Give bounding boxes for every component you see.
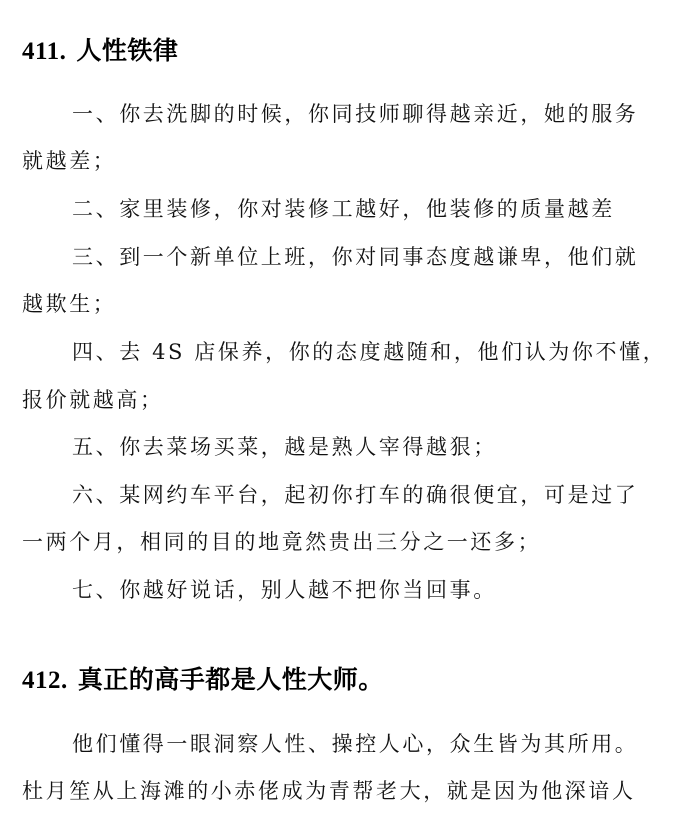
section-heading-411 (22, 36, 178, 67)
paragraph-line: 杜月笙从上海滩的小赤佬成为青帮老大，就是因为他深谙人 (22, 779, 636, 803)
section-title: 真正的高手都是人性大师。 (77, 665, 384, 694)
paragraph-line: 七、你越好说话，别人越不把你当回事。 (72, 578, 497, 602)
section-title: 人性铁律 (76, 36, 179, 65)
paragraph-line: 三、到一个新单位上班，你对同事态度越谦卑，他们就 (72, 245, 639, 269)
paragraph-line: 越欺生； (22, 292, 117, 316)
paragraph-line: 二、家里装修，你对装修工越好，他装修的质量越差 (72, 197, 615, 221)
paragraph-line: 四、去 4S 店保养，你的态度越随和，他们认为你不懂， (72, 340, 667, 364)
paragraph-line: 五、你去菜场买菜，越是熟人宰得越狠； (72, 435, 497, 459)
section-number: 411. (22, 38, 67, 65)
paragraph-line: 一、你去洗脚的时候，你同技师聊得越亲近，她的服务 (72, 102, 639, 126)
section-heading-412 (22, 665, 384, 696)
paragraph-line: 一两个月，相同的目的地竟然贵出三分之一还多； (22, 530, 542, 554)
paragraph-line: 六、某网约车平台，起初你打车的确很便宜，可是过了 (72, 483, 639, 507)
paragraph-line: 就越差； (22, 149, 117, 173)
section-number: 412. (22, 667, 68, 694)
paragraph-line: 报价就越高； (22, 388, 164, 412)
paragraph-line: 他们懂得一眼洞察人性、操控人心，众生皆为其所用。 (72, 732, 639, 756)
